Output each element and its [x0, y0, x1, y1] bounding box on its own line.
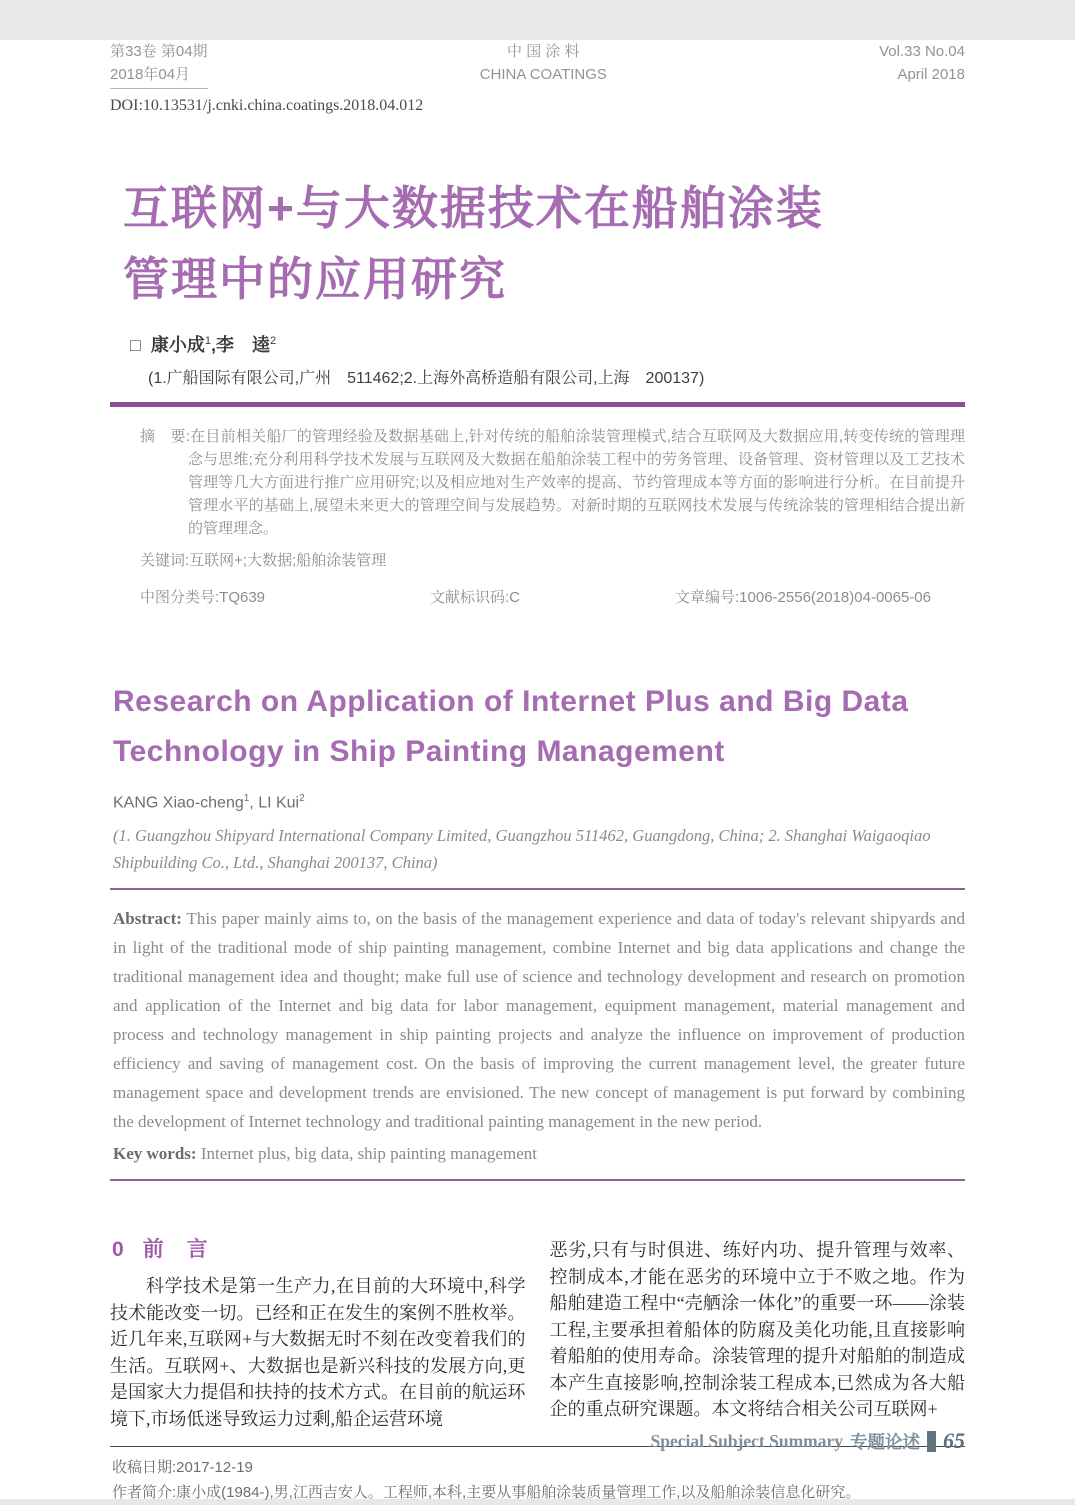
abstract-en-text: This paper mainly aims to, on the basis of the management experience and data of today's relevant shipyards and in light of the traditional mode of ship painting management, combine Internet and big data applications and change the traditional management idea and thought; make full use of science and technology development and research on promotion and application of the Internet and big data for labor management, equipment management, material management and process and technology management in ship painting projects and analyze the influence on improvement of production efficiency and saving of management cost. On the basis of improving the current management level, the greater future management space and development trends are envisioned. The new concept of management is put forward by combining the development of Internet technology and traditional painting management in the new period.	[113, 909, 965, 1132]
document-code: 文献标识码:C	[430, 589, 521, 606]
keywords-en-text: Internet plus, big data, ship painting management	[200, 1144, 537, 1164]
abstract-zh-text: 在目前相关船厂的管理经验及数据基础上,针对传统的船舶涂装管理模式,结合互联网及大数据应用,转变传统的管理理念与思维;充分利用科学技术发展与互联网及大数据在船舶涂装工程中的劳务管理、设备管理、资材管理以及工艺技术管理等几大方面进行推广应用研究;以及相应地对生产效率的提高、节约管理成本等方面的影响进行分析。在目前提升管理水平的基础上,展望未来更大的管理空间与发展趋势。对新时期的互联网技术发展与传统涂装的管理相结合提出新的管理理念。	[188, 428, 965, 537]
article-title-en-line1: Research on Application of Internet Plus and Big Data	[113, 685, 909, 718]
abstract-en	[113, 904, 965, 1136]
article-title-zh	[123, 173, 965, 315]
author-zh-2-sup: 2	[270, 335, 277, 347]
keywords-zh-label: 关键词:	[140, 552, 190, 569]
column-right	[550, 1231, 966, 1432]
journal-name-zh: 中 国 涂 料	[507, 43, 580, 60]
divider-thin-purple-bottom	[110, 1179, 965, 1181]
volume-issue-zh: 第33卷 第04期	[110, 43, 208, 60]
date-zh: 2018年04月	[110, 66, 191, 83]
journal-name-en: CHINA COATINGS	[479, 66, 607, 83]
abstract-zh-label: 摘 要:	[140, 428, 190, 445]
authors-en	[113, 793, 965, 812]
section-number: 0	[112, 1238, 125, 1262]
affiliation-en: (1. Guangzhou Shipyard International Company Limited, Guangzhou 511462, Guangdong, China; 2. Shanghai Waigaoqiao Shipbuilding Co., Ltd., Shanghai 200137, China)	[113, 826, 931, 873]
divider-thin-purple-top	[110, 888, 965, 890]
divider-thick-purple	[110, 402, 965, 407]
footnotes	[112, 1455, 965, 1505]
author-square-marker: □	[130, 335, 141, 355]
date-en: April 2018	[897, 66, 965, 83]
article-title-zh-line1: 互联网+与大数据技术在船舶涂装	[123, 182, 824, 234]
keywords-zh	[140, 549, 965, 572]
abstract-zh	[140, 425, 965, 540]
authors-zh	[130, 331, 965, 357]
volume-issue-en: Vol.33 No.04	[879, 43, 965, 60]
author-en-1: KANG Xiao-cheng	[113, 794, 244, 812]
keywords-zh-text: 互联网+;大数据;船舶涂装管理	[189, 552, 387, 569]
keywords-en	[113, 1140, 965, 1167]
author-en-2-sup: 2	[299, 793, 305, 804]
page-number-bar	[927, 1431, 936, 1452]
header-right	[879, 40, 965, 86]
doi-line: DOI:10.13531/j.cnki.china.coatings.2018.04.012	[110, 97, 424, 114]
affiliation-zh: (1.广船国际有限公司,广州 511462;2.上海外高桥造船有限公司,上海 200137)	[148, 370, 705, 387]
author-zh-1-sup: 1	[204, 335, 211, 347]
header-center	[480, 40, 607, 86]
page-footer	[651, 1428, 966, 1454]
journal-page	[0, 40, 1075, 1502]
classification-row	[140, 586, 965, 607]
author-en-2: , LI Kui	[249, 794, 300, 812]
footer-section-zh: 专题论述	[850, 1431, 920, 1452]
intro-paragraph-right: 恶劣,只有与时俱进、练好内功、提升管理与效率、控制成本,才能在恶劣的环境中立于不败之地。作为船舶建造工程中“壳舾涂一体化”的重要一环——涂装工程,主要承担着船体的防腐及美化功能,且直接影响着船舶的使用寿命。涂装管理的提升对船舶的制造成本产生直接影响,控制涂装工程成本,已然成为各大船企的重点研究课题。本文将结合相关公司互联网+	[549, 1240, 965, 1420]
page-number: 65	[943, 1428, 965, 1453]
column-left	[110, 1231, 526, 1432]
keywords-en-label: Key words:	[113, 1144, 197, 1164]
article-title-en-line2: Technology in Ship Painting Management	[113, 735, 725, 768]
footer-section-en: Special Subject Summary	[650, 1430, 843, 1451]
article-id: 文章编号:1006-2556(2018)04-0065-06	[675, 589, 931, 606]
received-date: 收稿日期:2017-12-19	[112, 1459, 253, 1477]
body-columns	[110, 1231, 965, 1432]
author-zh-1: 康小成	[150, 335, 205, 355]
section-heading	[112, 1233, 526, 1263]
clc-number: 中图分类号:TQ639	[140, 589, 266, 606]
author-en-1-sup: 1	[243, 793, 250, 804]
header-left	[110, 40, 208, 89]
intro-paragraph-left: 科学技术是第一生产力,在目前的大环境中,科学技术能改变一切。已经和正在发生的案例不胜枚举。近几年来,互联网+与大数据无时不刻在改变着我们的生活。互联网+、大数据也是新兴科技的发展方向,更是国家大力提倡和扶持的技术方式。在目前的航运环境下,市场低迷导致运力过剩,船企运营环境	[110, 1276, 526, 1429]
article-title-en	[113, 677, 965, 777]
article-title-zh-line2: 管理中的应用研究	[123, 253, 507, 305]
abstract-en-label: Abstract:	[113, 909, 182, 929]
journal-header	[110, 40, 965, 89]
abstract-zh-block	[140, 425, 965, 572]
section-title: 前 言	[142, 1238, 209, 1262]
author-bio: 作者简介:康小成(1984-),男,江西吉安人。工程师,本科,主要从事船舶涂装质量管理工作,以及船舶涂装信息化研究。	[112, 1484, 861, 1502]
author-zh-2: ,李 逵	[211, 335, 271, 355]
